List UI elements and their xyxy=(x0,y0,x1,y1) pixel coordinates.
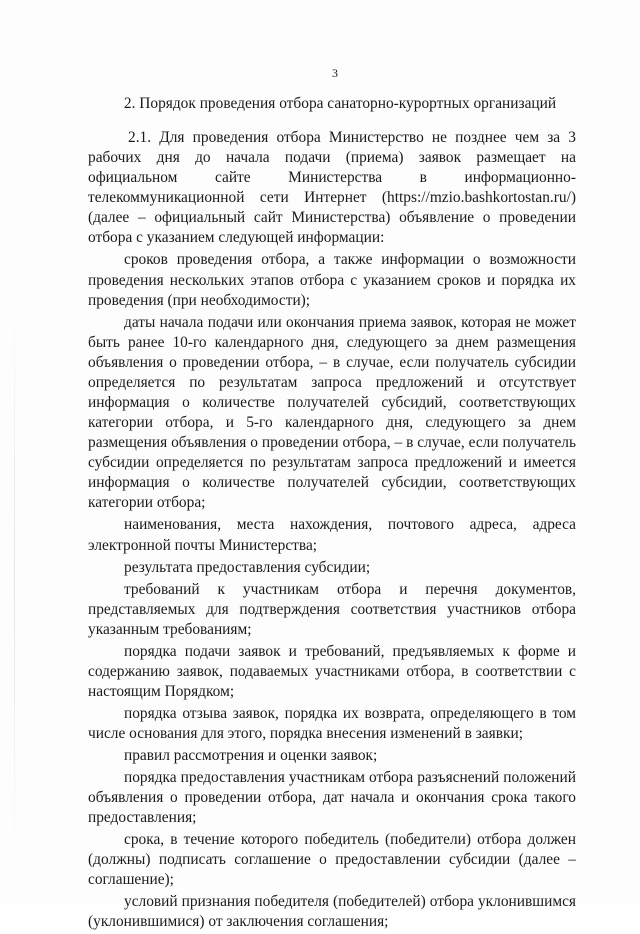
paragraph-item: сроков проведения отбора, а также информации о возможности проведения нескольких этапов отбора с указанием сроков и порядка их проведения (при необходимости); xyxy=(88,251,576,309)
paragraph-item: правил рассмотрения и оценки заявок; xyxy=(124,746,378,764)
paragraph-2-1: 2.1. Для проведения отбора Министерство не позднее чем за 3 рабочих дня до начала подачи (приема) заявок размещает на официальном сайте Министерства в информационно-телекоммуникационной сети Интернет (https://mzio.bashkortostan.ru/) (далее – официальный сайт Министерства) объявление о проведении отбора с указанием следующей информации: xyxy=(88,129,576,247)
paragraph-item: результата предоставления субсидии; xyxy=(124,558,371,576)
paragraph-item: порядка отзыва заявок, порядка их возврата, определяющего в том числе основания для этого, порядка внесения изменений в заявки; xyxy=(88,704,576,742)
page-number: 3 xyxy=(332,66,338,80)
paragraph-item: порядка предоставления участникам отбора разъяснений положений объявления о проведении отбора, дат начала и окончания срока такого предоставления; xyxy=(88,768,576,827)
paragraph-item: даты начала подачи или окончания приема заявок, которая не может быть ранее 10-го календарного дня, следующего за днем размещения объявления о проведении отбора, – в случае, если получатель субсидии определяется по результатам запроса предложений и отсутствует информация о количестве получателей субсидий, соответствующих категории отбора, и 5-го календарного дня, следующего за днем размещения объявления о проведении отбора, – в случае, если получатель субсидии определяется по результатам запроса предложений и имеется информация о количестве получателей субсидии, соответствующих категории отбора; xyxy=(88,313,576,512)
document-body xyxy=(88,128,576,934)
paragraph-item: порядка подачи заявок и требований, предъявляемых к форме и содержанию заявок, подаваемых участниками отбора, в соответствии с настоящим Порядком; xyxy=(88,642,576,700)
paragraph-item: наименования, места нахождения, почтового адреса, адреса электронной почты Министерства; xyxy=(88,516,576,554)
paragraph-item: срока, в течение которого победитель (победители) отбора должен (должны) подписать соглашение о предоставлении субсидии (далее – соглашение); xyxy=(88,831,576,889)
paragraph-item: требований к участникам отбора и перечня документов, представляемых для подтверждения соответствия участников отбора указанным требованиям; xyxy=(88,580,576,638)
scan-edge-shadow xyxy=(14,300,15,860)
paragraph-item: условий признания победителя (победителей) отбора уклонившимся (уклонившимися) от заключения соглашения; xyxy=(88,893,576,931)
section-title: 2. Порядок проведения отбора санаторно-курортных организаций xyxy=(123,95,557,112)
